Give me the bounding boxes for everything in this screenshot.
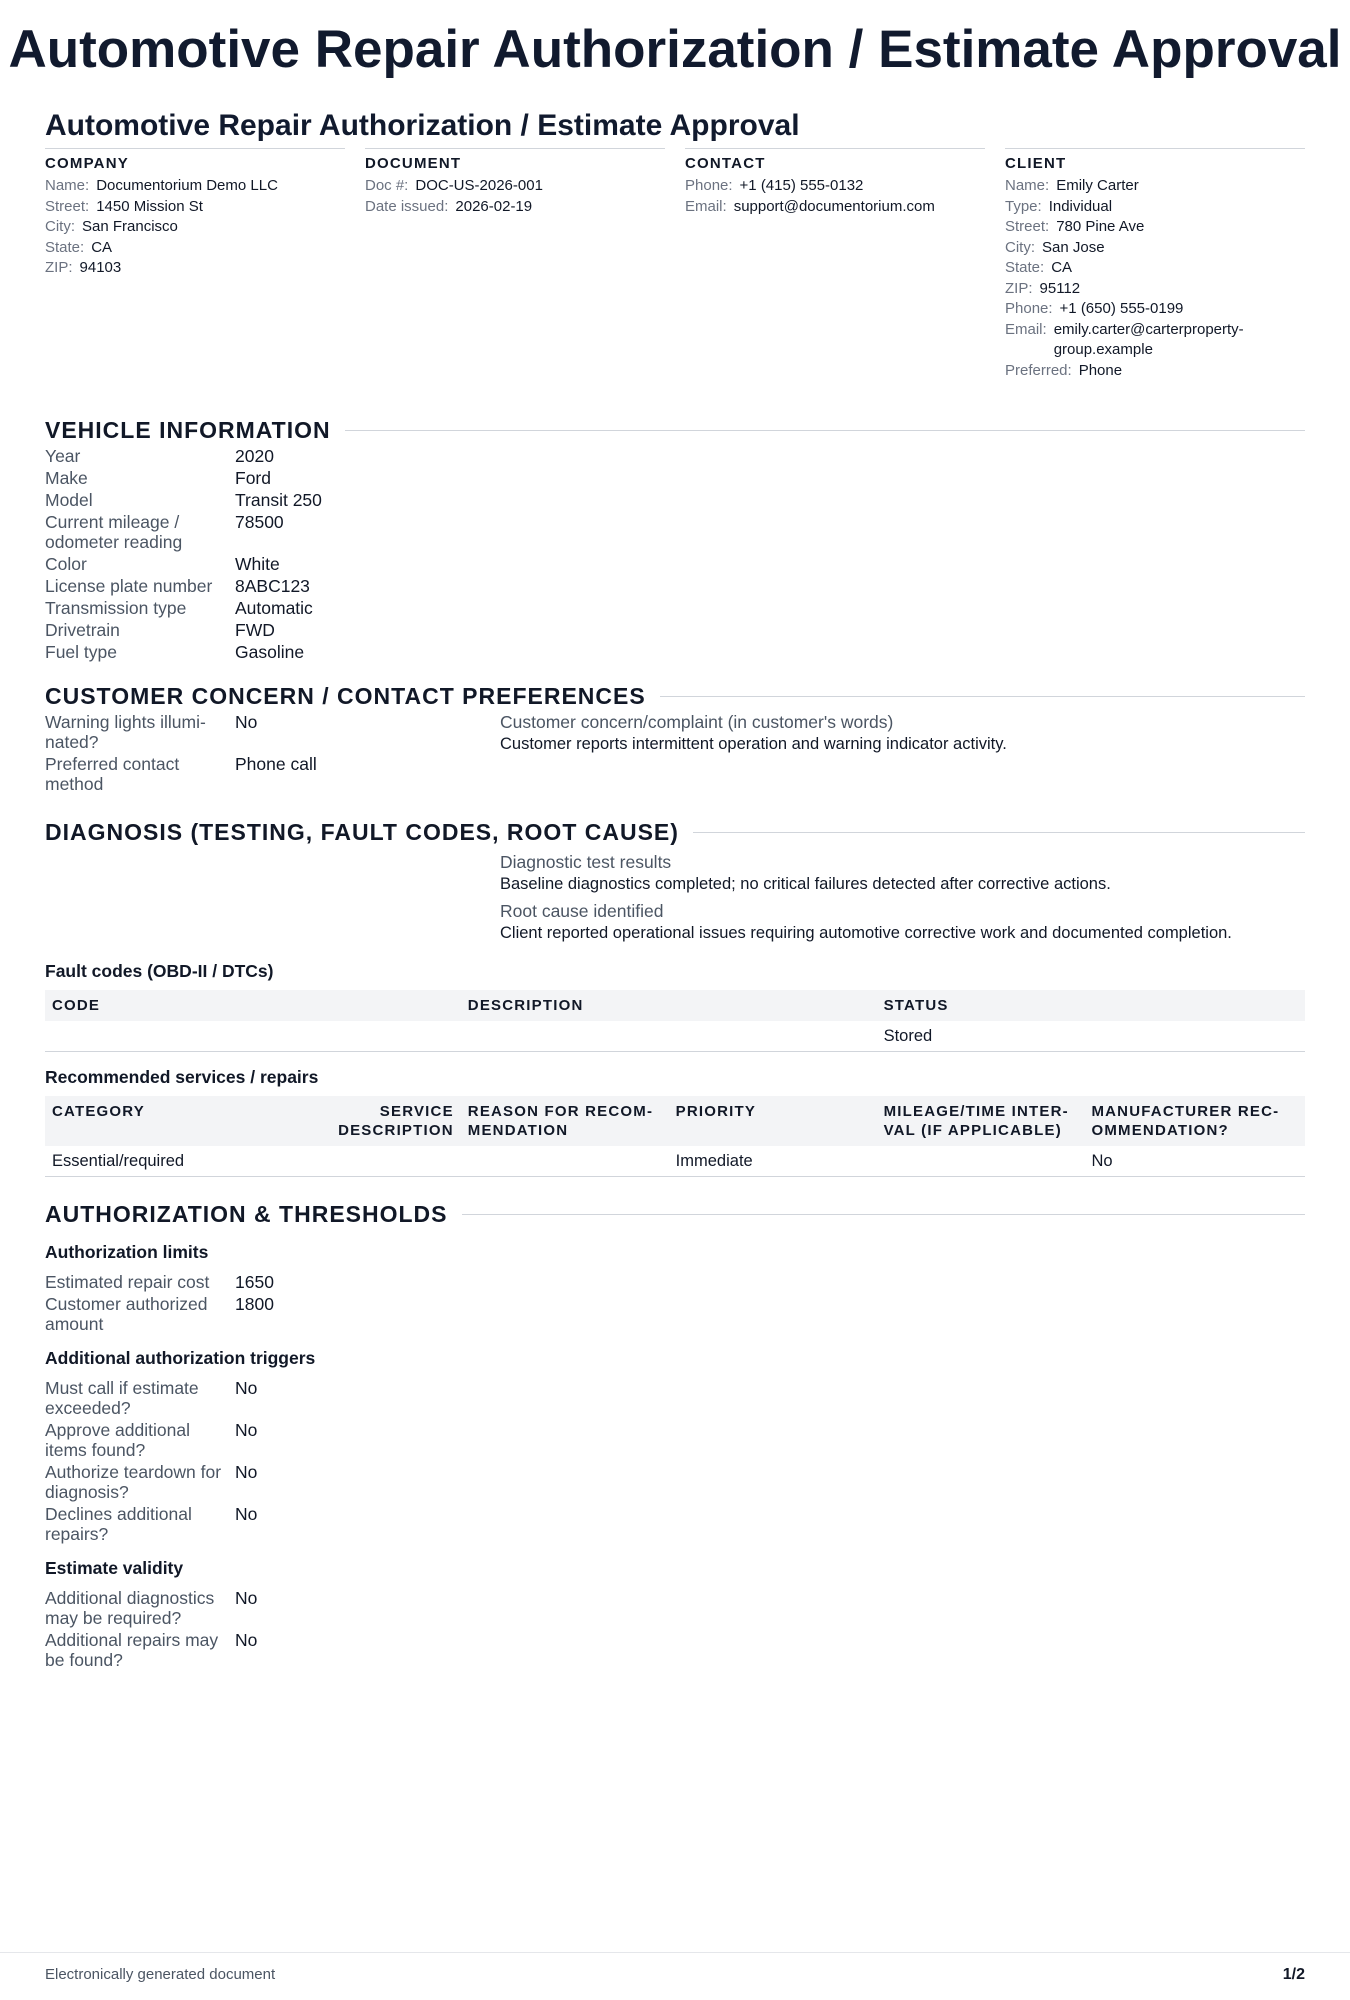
info-row xyxy=(1005,299,1305,320)
info-value: +1 (415) 555-0132 xyxy=(739,177,864,194)
diagnosis-title-text: DIAGNOSIS (TESTING, FAULT CODES, ROOT CAUSE) xyxy=(45,819,679,845)
concern-block xyxy=(45,711,1305,795)
root-cause-value: Client reported operational issues requiring automotive corrective work and documented completion. xyxy=(500,924,1232,942)
column-header: PRIORITY xyxy=(669,1096,877,1146)
field-value: No xyxy=(235,1588,258,1608)
table-cell: No xyxy=(1084,1146,1305,1177)
field-value: Ford xyxy=(235,468,271,488)
field-label: Fuel type xyxy=(45,642,117,662)
info-value: San Jose xyxy=(1042,238,1105,256)
test-results-value: Baseline diagnostics completed; no critical failures detected after corrective actions. xyxy=(500,875,1111,893)
concern-list xyxy=(45,711,500,795)
field-label: Transmission type xyxy=(45,598,187,618)
info-label: Preferred: xyxy=(1005,361,1072,379)
limits-heading: Authorization limits xyxy=(45,1242,209,1262)
column-header: SERVICE DESCRIPTION xyxy=(253,1096,461,1146)
table-cell xyxy=(877,1146,1085,1177)
vehicle-title-text: VEHICLE INFORMATION xyxy=(45,417,331,443)
validity-list xyxy=(45,1587,495,1671)
client-rows xyxy=(1005,176,1305,381)
page-number: 1/2 xyxy=(1282,1966,1305,1983)
authorization-title-text: AUTHORIZATION & THRESHOLDS xyxy=(45,1201,448,1227)
field-label: Additional repairs may be found? xyxy=(45,1630,219,1670)
info-value: support@documentorium.com xyxy=(733,197,935,215)
info-row xyxy=(685,197,985,218)
info-value: +1 (650) 555-0199 xyxy=(1059,300,1184,317)
field-value: 8ABC123 xyxy=(235,576,310,596)
table-cell xyxy=(253,1146,461,1177)
field-label: Additional diagnostics may be required? xyxy=(45,1588,215,1628)
info-label: ZIP: xyxy=(1005,279,1033,297)
complaint-label: Customer concern/complaint (in customer's words) xyxy=(500,712,894,732)
info-value: 95112 xyxy=(1039,279,1081,297)
page-footer xyxy=(0,1952,1350,1983)
root-cause-label: Root cause identified xyxy=(500,901,664,921)
footer-note: Electronically generated document xyxy=(45,1966,276,1983)
field-value: No xyxy=(235,1378,258,1398)
field-value: Phone call xyxy=(235,754,317,774)
info-row xyxy=(1005,361,1305,382)
info-label: Email: xyxy=(1005,320,1047,338)
field-value: Gasoline xyxy=(235,642,305,662)
table-cell xyxy=(461,1146,669,1177)
limits-list xyxy=(45,1271,495,1335)
table-cell: Stored xyxy=(877,1021,1305,1052)
contact-rows xyxy=(685,176,985,217)
info-row xyxy=(1005,320,1305,361)
info-label: Type: xyxy=(1005,197,1042,215)
triggers-list xyxy=(45,1377,495,1545)
authorization-section-title xyxy=(45,1199,1305,1229)
info-value: 2026-02-19 xyxy=(455,197,533,215)
document-title: Automotive Repair Authorization / Estimate Approval xyxy=(45,109,800,142)
field-value: No xyxy=(235,1630,258,1650)
field-value: Transit 250 xyxy=(235,490,322,510)
info-row xyxy=(45,176,345,197)
info-value: Individual xyxy=(1048,197,1113,215)
complaint-value: Customer reports intermittent operation and warning indicator activity. xyxy=(500,735,1007,753)
column-header: REASON FOR RECOM-MENDATION xyxy=(461,1096,669,1146)
services-header xyxy=(45,1096,1305,1146)
column-header: CATEGORY xyxy=(45,1096,253,1146)
field-label: Must call if estimate exceeded? xyxy=(45,1378,199,1418)
field-value: 1800 xyxy=(235,1294,274,1314)
info-label: Street: xyxy=(45,197,90,215)
info-label: Name: xyxy=(45,177,90,194)
info-row xyxy=(1005,258,1305,279)
info-value: 1450 Mission St xyxy=(96,197,203,215)
vehicle-section-title xyxy=(45,415,1305,445)
info-row xyxy=(45,238,345,259)
table-cell xyxy=(45,1021,461,1052)
info-row xyxy=(1005,238,1305,259)
info-label: Street: xyxy=(1005,218,1050,235)
triggers-heading: Additional authorization triggers xyxy=(45,1348,316,1368)
field-label: Make xyxy=(45,468,88,488)
field-value: Automatic xyxy=(235,598,313,618)
validity-heading: Estimate validity xyxy=(45,1558,184,1578)
fault-codes-heading: Fault codes (OBD-II / DTCs) xyxy=(45,961,274,981)
field-value: 2020 xyxy=(235,446,274,466)
field-value: FWD xyxy=(235,620,275,640)
info-row xyxy=(1005,217,1305,238)
column-header: CODE xyxy=(45,990,461,1021)
info-label: Phone: xyxy=(1005,300,1053,317)
document-heading: DOCUMENT xyxy=(365,155,462,172)
column-header: STATUS xyxy=(877,990,1305,1021)
field-label: Customer authorized amount xyxy=(45,1294,208,1334)
diagnosis-section-title xyxy=(45,817,1305,847)
field-value: No xyxy=(235,1420,258,1440)
info-label: State: xyxy=(1005,259,1045,276)
info-label: City: xyxy=(45,218,75,235)
services-heading: Recommended services / repairs xyxy=(45,1067,319,1087)
field-value: White xyxy=(235,554,280,574)
info-label: State: xyxy=(45,238,85,256)
field-value: 78500 xyxy=(235,512,284,532)
concern-title-text: CUSTOMER CONCERN / CONTACT PREFERENCES xyxy=(45,683,646,709)
test-results-label: Diagnostic test results xyxy=(500,852,672,872)
info-value: DOC-US-2026-001 xyxy=(415,177,543,194)
info-row xyxy=(45,197,345,218)
info-row xyxy=(365,176,665,197)
contact-heading: CONTACT xyxy=(685,155,766,172)
info-value: CA xyxy=(1051,259,1073,276)
document-block xyxy=(365,148,665,381)
info-label: Phone: xyxy=(685,177,733,194)
services-table xyxy=(45,1096,1305,1177)
field-label: Current mileage / odometer reading xyxy=(45,512,183,552)
field-value: No xyxy=(235,1504,258,1524)
field-value: No xyxy=(235,1462,258,1482)
diagnosis-block xyxy=(45,847,1305,944)
field-value: 1650 xyxy=(235,1272,274,1292)
document-body xyxy=(45,104,1305,1671)
header-info-grid xyxy=(45,148,1305,381)
contact-block xyxy=(685,148,985,381)
info-label: Doc #: xyxy=(365,177,409,194)
company-block xyxy=(45,148,345,381)
field-label: Year xyxy=(45,446,81,466)
table-cell: Immediate xyxy=(669,1146,877,1177)
concern-section-title xyxy=(45,681,1305,711)
info-value: Documentorium Demo LLC xyxy=(96,177,278,194)
client-heading: CLIENT xyxy=(1005,155,1067,172)
field-label: License plate number xyxy=(45,576,213,596)
info-value: Emily Carter xyxy=(1056,177,1139,194)
info-row xyxy=(1005,197,1305,218)
info-label: Email: xyxy=(685,197,727,215)
info-row xyxy=(45,217,345,238)
client-block xyxy=(1005,148,1305,381)
info-value: 94103 xyxy=(79,259,122,276)
company-heading: COMPANY xyxy=(45,155,129,172)
info-row xyxy=(685,176,985,197)
field-label: Color xyxy=(45,554,87,574)
column-header: MILEAGE/TIME INTER-VAL (IF APPLICABLE) xyxy=(877,1096,1085,1146)
fault-codes-header xyxy=(45,990,1305,1021)
info-row xyxy=(1005,279,1305,300)
field-label: Estimated repair cost xyxy=(45,1272,210,1292)
company-rows xyxy=(45,176,345,279)
services-body xyxy=(45,1146,1305,1177)
table-row xyxy=(45,1146,1305,1177)
column-header: MANUFACTURER REC-OMMENDATION? xyxy=(1084,1096,1305,1146)
info-row xyxy=(365,197,665,218)
info-label: ZIP: xyxy=(45,259,73,276)
field-label: Warning lights illumi-nated? xyxy=(45,712,206,752)
vehicle-info-list xyxy=(45,445,495,663)
info-row xyxy=(1005,176,1305,197)
table-cell xyxy=(461,1021,877,1052)
info-value: San Francisco xyxy=(82,218,178,235)
info-label: Name: xyxy=(1005,177,1050,194)
info-value: 780 Pine Ave xyxy=(1056,218,1145,235)
info-label: City: xyxy=(1005,238,1035,256)
table-cell: Essential/required xyxy=(45,1146,253,1177)
field-label: Declines additional repairs? xyxy=(45,1504,192,1544)
info-value: Phone xyxy=(1078,361,1123,379)
field-value: No xyxy=(235,712,258,732)
info-value: emily.carter@carterproperty-group.example xyxy=(1053,320,1244,358)
document-rows xyxy=(365,176,665,217)
field-label: Authorize teardown for diagnosis? xyxy=(45,1462,222,1502)
fault-codes-table xyxy=(45,990,1305,1052)
info-row xyxy=(45,258,345,279)
field-label: Model xyxy=(45,490,93,510)
page-title: Automotive Repair Authorization / Estimate Approval xyxy=(8,20,1342,79)
field-label: Drivetrain xyxy=(45,620,120,640)
info-value: CA xyxy=(91,238,113,256)
column-header: DESCRIPTION xyxy=(461,990,877,1021)
field-label: Preferred contact method xyxy=(45,754,180,794)
fault-codes-body xyxy=(45,1021,1305,1052)
info-label: Date issued: xyxy=(365,197,449,215)
field-label: Approve additional items found? xyxy=(45,1420,190,1460)
table-row xyxy=(45,1021,1305,1052)
